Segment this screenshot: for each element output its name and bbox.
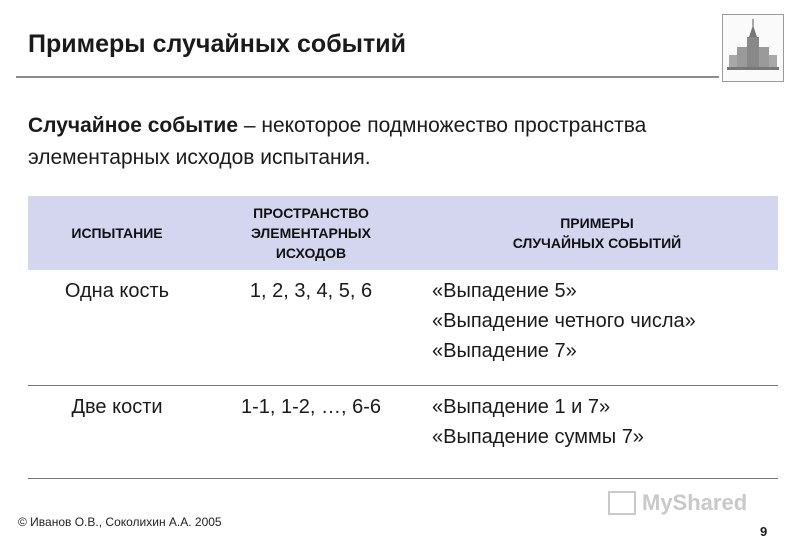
title-divider xyxy=(16,76,719,78)
cell-trial: Одна кость xyxy=(64,280,170,302)
event-item: «Выпадение 7» xyxy=(432,340,577,362)
cell-space: 1-1, 1-2, …, 6-6 xyxy=(240,396,382,418)
header-space-line3: ИСХОДОВ xyxy=(275,245,347,261)
event-item: «Выпадение суммы 7» xyxy=(432,426,644,448)
row-divider xyxy=(28,478,778,479)
table-header xyxy=(28,196,778,270)
cell-trial: Две кости xyxy=(71,396,163,418)
header-space-line1: ПРОСТРАНСТВО xyxy=(253,205,369,221)
header-trial-label: ИСПЫТАНИЕ xyxy=(71,225,163,241)
event-item: «Выпадение 5» xyxy=(432,280,577,302)
header-examples-line2: СЛУЧАЙНЫХ СОБЫТИЙ xyxy=(512,235,682,251)
definition-paragraph xyxy=(28,110,788,174)
cell-space: 1, 2, 3, 4, 5, 6 xyxy=(249,280,373,302)
header-examples xyxy=(416,213,778,253)
definition-term: Случайное событие xyxy=(28,114,238,137)
presentation-board-icon xyxy=(608,491,636,515)
definition-text: – некоторое подмножество пространства элементарных исходов испытания. xyxy=(28,114,647,169)
table-row xyxy=(28,386,778,478)
cell-events xyxy=(416,392,778,478)
header-trial xyxy=(28,223,206,243)
event-item: «Выпадение четного числа» xyxy=(432,310,696,332)
university-building-icon xyxy=(722,14,784,82)
header-space-line2: ЭЛЕМЕНТАРНЫХ xyxy=(251,225,371,241)
header-examples-line1: ПРИМЕРЫ xyxy=(560,215,634,231)
header-space xyxy=(206,203,416,263)
event-item: «Выпадение 1 и 7» xyxy=(432,396,611,418)
watermark xyxy=(608,490,747,516)
page-number: 9 xyxy=(760,524,768,539)
table-row xyxy=(28,270,778,385)
events-table xyxy=(28,196,778,479)
copyright-footer: © Иванов О.В., Соколихин А.А. 2005 xyxy=(18,515,222,529)
cell-events xyxy=(416,276,778,385)
watermark-text: MyShared xyxy=(642,490,748,515)
slide-title: Примеры случайных событий xyxy=(28,30,406,58)
